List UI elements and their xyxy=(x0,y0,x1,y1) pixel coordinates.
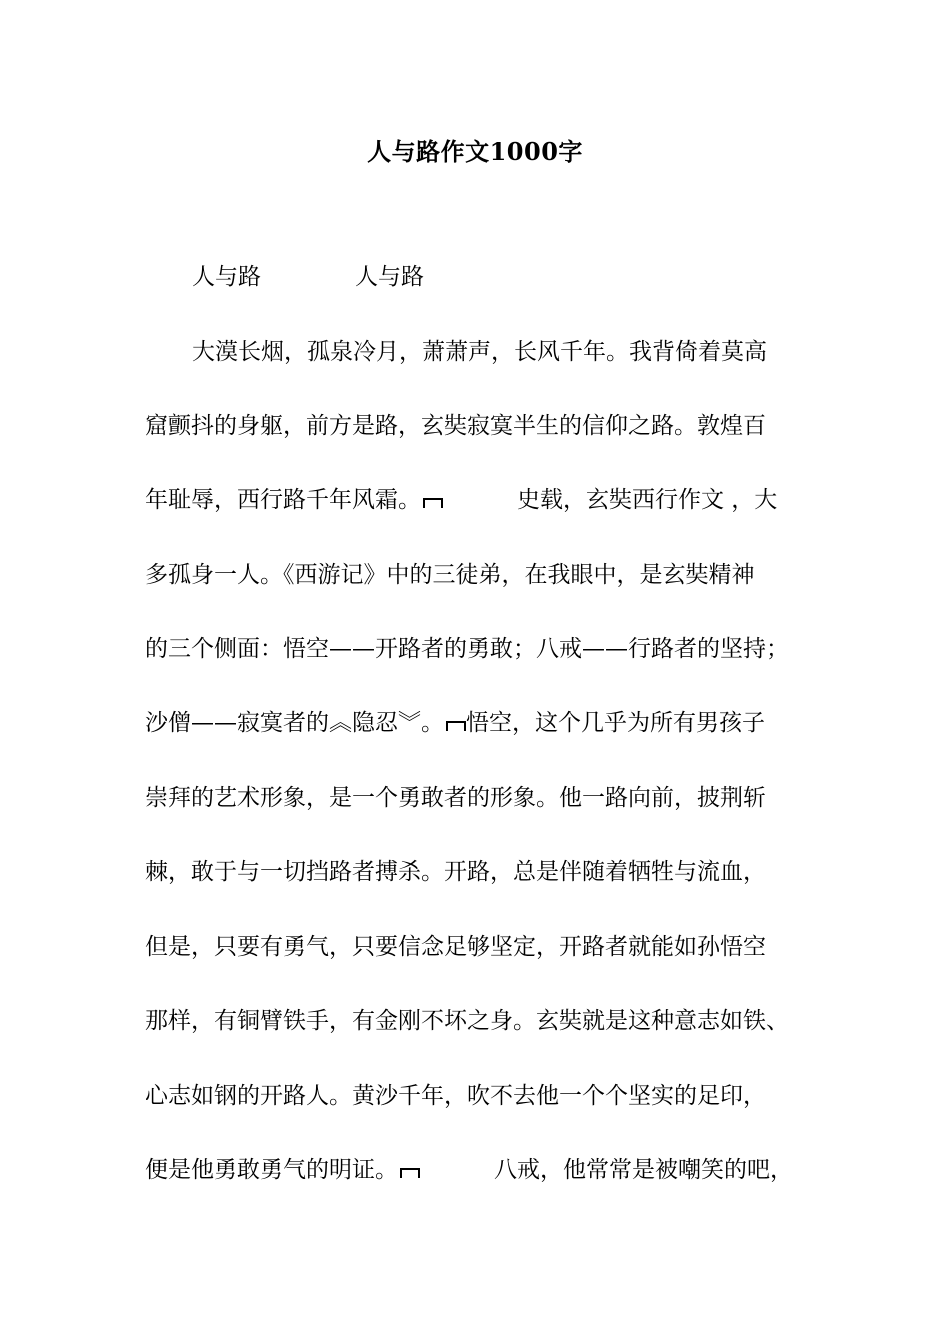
text-line-6a: 沙僧——寂寞者的︽隐忍︾。 xyxy=(145,710,444,736)
text-line-4: 多孤身一人。《西游记》中的三徒弟，在我眼中，是玄奘精神 xyxy=(145,562,755,588)
text-line-12b: 八戒，他常常是被嘲笑的吧， xyxy=(494,1157,793,1183)
paragraph-line-4 xyxy=(145,560,825,590)
text-line-8: 棘，敢于与一切挡路者搏杀。开路，总是伴随着牺牲与流血， xyxy=(145,859,766,885)
paragraph-line-1 xyxy=(145,337,825,367)
paragraph-line-6 xyxy=(145,708,825,738)
paragraph-line-5 xyxy=(145,634,825,664)
paragraph-line-11 xyxy=(145,1081,825,1111)
paragraph-line-3 xyxy=(145,485,825,515)
paragraph-line-10 xyxy=(145,1006,825,1036)
text-line-2: 窟颤抖的身躯，前方是路，玄奘寂寞半生的信仰之路。敦煌百 xyxy=(145,413,766,439)
paragraph-line-8 xyxy=(145,857,825,887)
paragraph-line-2 xyxy=(145,411,825,441)
paragraph-line-9 xyxy=(145,932,825,962)
text-line-3b: 史载，玄奘西行作文 ，大 xyxy=(517,487,778,513)
text-line-12a: 便是他勇敢勇气的明证。 xyxy=(145,1157,398,1183)
subtitle-line xyxy=(145,262,825,292)
document-title: 人与路作文1000字 xyxy=(367,137,583,166)
subtitle-b: 人与路 xyxy=(355,264,424,290)
text-line-7: 崇拜的艺术形象，是一个勇敢者的形象。他一路向前，披荆斩 xyxy=(145,785,766,811)
subtitle-a: 人与路 xyxy=(192,264,261,290)
bracket-mark-icon xyxy=(398,1162,420,1180)
text-line-6b: 悟空，这个几乎为所有男孩子 xyxy=(466,710,765,736)
bracket-mark-icon xyxy=(444,715,466,733)
paragraph-line-12 xyxy=(145,1155,825,1185)
text-line-3a: 年耻辱，西行路千年风霜。 xyxy=(145,487,421,513)
text-line-11: 心志如钢的开路人。黄沙千年，吹不去他一个个坚实的足印， xyxy=(145,1083,766,1109)
text-line-10: 那样，有铜臂铁手，有金刚不坏之身。玄奘就是这种意志如铁、 xyxy=(145,1008,789,1034)
paragraph-line-7 xyxy=(145,783,825,813)
bracket-mark-icon xyxy=(421,492,443,510)
text-line-5: 的三个侧面：悟空——开路者的勇敢；八戒——行路者的坚持； xyxy=(145,636,789,662)
text-line-9: 但是，只要有勇气，只要信念足够坚定，开路者就能如孙悟空 xyxy=(145,934,766,960)
text-line-1: 大漠长烟，孤泉冷月，萧萧声，长风千年。我背倚着莫高 xyxy=(192,339,767,365)
